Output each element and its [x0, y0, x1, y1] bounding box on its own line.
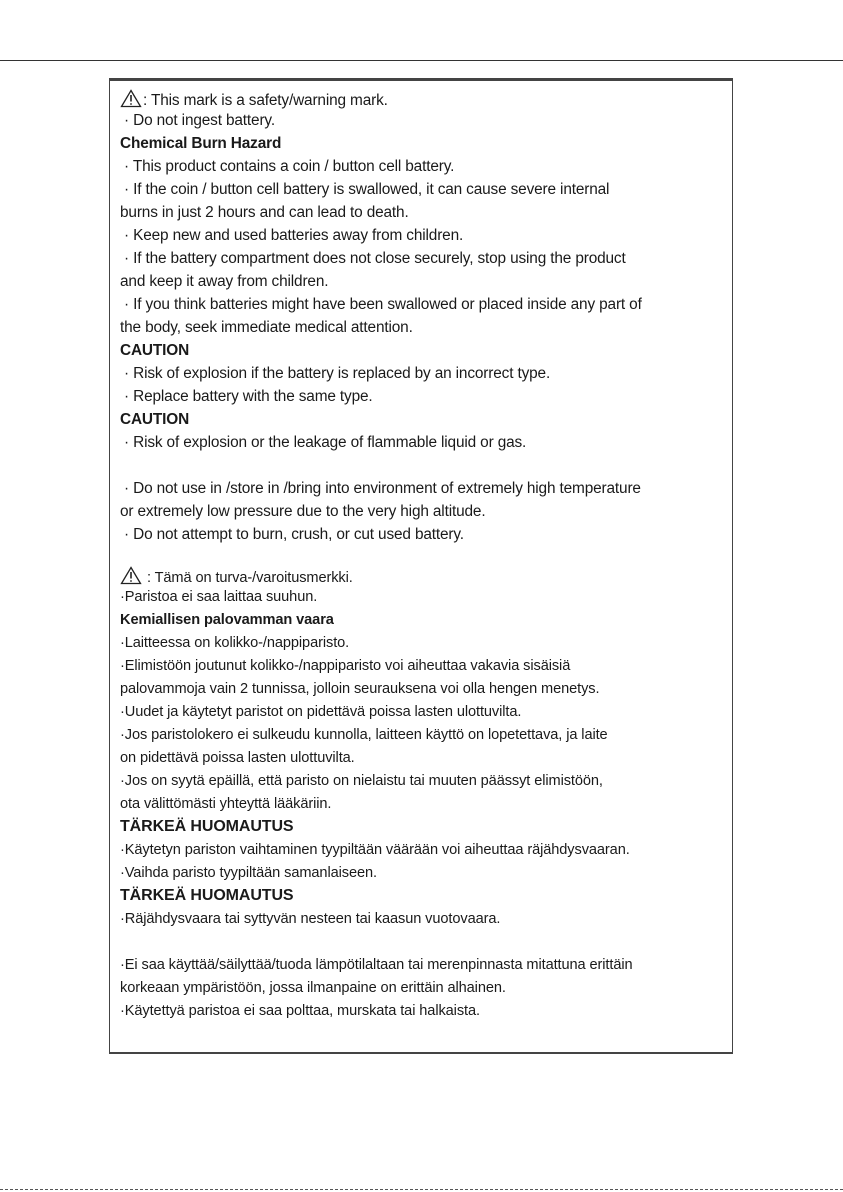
en-line: · Do not use in /store in /bring into environment of extremely high temperature: [124, 480, 641, 497]
en-line: · If the battery compartment does not close securely, stop using the product: [124, 250, 626, 267]
en-heading-caution: CAUTION: [120, 342, 190, 359]
warning-triangle-icon: [120, 566, 142, 585]
en-line: · If the coin / button cell battery is swallowed, it can cause severe internal: [124, 181, 610, 198]
fi-line: ota välittömästi yhteyttä lääkäriin.: [120, 796, 332, 812]
en-line: · Do not attempt to burn, crush, or cut used battery.: [124, 526, 464, 543]
en-line: · If you think batteries might have been swallowed or placed inside any part of: [124, 296, 642, 313]
fi-line: ·Jos paristolokero ei sulkeudu kunnolla, laitteen käyttö on lopetettava, ja laite: [120, 727, 608, 743]
finnish-warning-panel: [109, 564, 733, 1054]
fi-heading-important-note: TÄRKEÄ HUOMAUTUS: [120, 887, 294, 904]
fi-line: korkeaan ympäristöön, jossa ilmanpaine on erittäin alhainen.: [120, 980, 506, 996]
warning-mark-text: : This mark is a safety/warning mark.: [143, 92, 388, 109]
english-warning-panel: [109, 78, 733, 565]
fi-line: on pidettävä poissa lasten ulottuvilta.: [120, 750, 355, 766]
page-bottom-rule: [0, 1189, 843, 1190]
warning-mark-text: : Tämä on turva-/varoitusmerkki.: [143, 570, 353, 586]
fi-line: ·Uudet ja käytetyt paristot on pidettävä poissa lasten ulottuvilta.: [120, 704, 522, 720]
warning-mark-line: [120, 89, 388, 110]
fi-line: ·Käytettyä paristoa ei saa polttaa, murskata tai halkaista.: [120, 1003, 480, 1019]
page-top-rule: [0, 60, 843, 61]
fi-line: ·Laitteessa on kolikko-/nappiparisto.: [120, 635, 350, 651]
en-line: · Risk of explosion or the leakage of flammable liquid or gas.: [124, 434, 527, 451]
en-line: · Keep new and used batteries away from children.: [124, 227, 464, 244]
fi-line: ·Ei saa käyttää/säilyttää/tuoda lämpötilaltaan tai merenpinnasta mitattuna erittäin: [120, 957, 633, 973]
fi-line: ·Käytetyn pariston vaihtaminen tyypiltään väärään voi aiheuttaa räjähdysvaaran.: [120, 842, 630, 858]
en-heading-chemical-burn: Chemical Burn Hazard: [120, 135, 282, 152]
en-line: and keep it away from children.: [120, 273, 329, 290]
en-line: · Do not ingest battery.: [124, 112, 275, 129]
en-heading-caution: CAUTION: [120, 411, 190, 428]
warning-mark-line: [120, 566, 353, 587]
en-line: or extremely low pressure due to the very high altitude.: [120, 503, 486, 520]
fi-line: ·Paristoa ei saa laittaa suuhun.: [120, 589, 318, 605]
en-line: · Risk of explosion if the battery is replaced by an incorrect type.: [124, 365, 551, 382]
en-line: · This product contains a coin / button cell battery.: [124, 158, 455, 175]
warning-triangle-icon: [120, 89, 142, 108]
fi-line: ·Jos on syytä epäillä, että paristo on nielaistu tai muuten päässyt elimistöön,: [120, 773, 603, 789]
en-line: the body, seek immediate medical attention.: [120, 319, 413, 336]
fi-line: ·Räjähdysvaara tai syttyvän nesteen tai kaasun vuotovaara.: [120, 911, 501, 927]
fi-heading-chemical-burn: Kemiallisen palovamman vaara: [120, 612, 334, 628]
fi-heading-important-note: TÄRKEÄ HUOMAUTUS: [120, 818, 294, 835]
fi-line: ·Elimistöön joutunut kolikko-/nappiparisto voi aiheuttaa vakavia sisäisiä: [120, 658, 571, 674]
fi-line: ·Vaihda paristo tyypiltään samanlaiseen.: [120, 865, 377, 881]
fi-line: palovammoja vain 2 tunnissa, jolloin seurauksena voi olla hengen menetys.: [120, 681, 600, 697]
en-line: · Replace battery with the same type.: [124, 388, 373, 405]
en-line: burns in just 2 hours and can lead to death.: [120, 204, 409, 221]
